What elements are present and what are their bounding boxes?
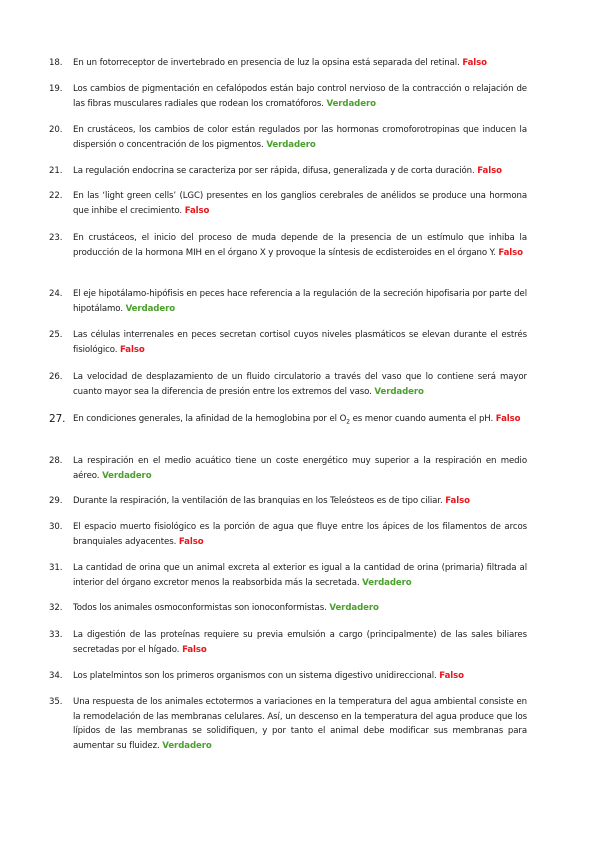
question-number: 32. xyxy=(49,603,63,613)
question-number: 20. xyxy=(49,125,63,135)
question-number: 27. xyxy=(49,413,66,425)
question-number: 25. xyxy=(49,330,63,340)
answer-falso: Falso xyxy=(184,205,210,216)
question-29 xyxy=(49,494,527,509)
answer-falso: Falso xyxy=(445,496,470,506)
question-text: Los platelmintos son los primeros organismos con un sistema digestivo unidireccional. xyxy=(73,671,437,681)
answer-verdadero: Verdadero xyxy=(326,98,376,109)
question-31 xyxy=(49,561,527,590)
question-26 xyxy=(49,370,527,399)
question-22 xyxy=(49,189,527,218)
question-text: En crustáceos, los cambios de color están regulados por las hormonas cromoforotropinas que inducen la dispersión o concentración de los pigmentos. xyxy=(73,125,527,150)
answer-verdadero: Verdadero xyxy=(362,577,412,588)
question-text: En las ‘light green cells’ (LGC) presentes en los ganglios cerebrales de anélidos se produce una hormona que inhibe el crecimiento. xyxy=(73,191,527,216)
answer-falso: Falso xyxy=(495,414,521,424)
question-text: La cantidad de orina que un animal excreta al exterior es igual a la cantidad de orina (primaria) filtrada al interior del órgano excretor menos la reabsorbida más la secretada. xyxy=(73,563,527,588)
answer-falso: Falso xyxy=(182,644,207,655)
answer-falso: Falso xyxy=(439,671,464,681)
question-text: Una respuesta de los animales ectotermos a variaciones en la temperatura del agua ambiental consiste en la remodelación de las membranas celulares. Así, un descenso en la temperatura del agua produce que los lípidos de las membranas se solidifiquen, y por tanto el animal debe modificar sus membranas para aumentar su fluidez. xyxy=(73,697,527,751)
question-30 xyxy=(49,520,527,549)
question-text: La respiración en el medio acuático tiene un coste energético muy superior a la respiración en medio aéreo. xyxy=(73,456,527,481)
question-number: 30. xyxy=(49,522,63,532)
question-text: El espacio muerto fisiológico es la porción de agua que fluye entre los ápices de los filamentos de arcos branquiales adyacentes. xyxy=(73,522,527,547)
question-number: 31. xyxy=(49,563,63,573)
question-19 xyxy=(49,82,527,111)
question-text: Las células interrenales en peces secretan cortisol cuyos niveles plasmáticos se elevan durante el estrés fisiológico. xyxy=(73,330,527,355)
question-number: 28. xyxy=(49,456,63,466)
question-32 xyxy=(49,601,527,616)
question-text: En un fotorreceptor de invertebrado en presencia de luz la opsina está separada del retinal. xyxy=(73,58,460,68)
question-number: 18. xyxy=(49,58,63,68)
answer-falso: Falso xyxy=(462,58,487,68)
subscript-2: 2 xyxy=(346,418,350,426)
question-27 xyxy=(49,412,527,427)
question-text: La regulación endocrina se caracteriza por ser rápida, difusa, generalizada y de corta duración. xyxy=(73,166,475,176)
question-24 xyxy=(49,287,527,316)
question-20 xyxy=(49,123,527,152)
question-28 xyxy=(49,454,527,483)
question-text: En condiciones generales, la afinidad de la hemoglobina por el O xyxy=(73,414,347,424)
question-text: Durante la respiración, la ventilación de las branquias en los Teleósteos es de tipo ciliar. xyxy=(73,496,443,506)
question-text: En crustáceos, el inicio del proceso de muda depende de la presencia de un estímulo que inhiba la producción de la hormona MIH en el órgano X y provoque la síntesis de ecdisteroides en el órgano Y. xyxy=(73,233,527,258)
answer-falso: Falso xyxy=(120,344,145,355)
question-number: 19. xyxy=(49,84,63,94)
question-number: 34. xyxy=(49,671,63,681)
question-34 xyxy=(49,669,527,684)
question-number: 26. xyxy=(49,372,63,382)
answer-verdadero: Verdadero xyxy=(125,303,176,314)
answer-verdadero: Verdadero xyxy=(266,139,316,150)
answer-verdadero: Verdadero xyxy=(374,386,424,397)
question-number: 23. xyxy=(49,233,63,243)
question-33 xyxy=(49,628,527,657)
answer-falso: Falso xyxy=(178,536,204,547)
question-number: 24. xyxy=(49,289,63,299)
answer-falso: Falso xyxy=(498,247,523,258)
question-25 xyxy=(49,328,527,357)
question-18 xyxy=(49,56,527,71)
question-23 xyxy=(49,231,527,260)
question-text: El eje hipotálamo-hipófisis en peces hace referencia a la regulación de la secreción hipofisaria por parte del hipotálamo. xyxy=(73,289,527,314)
question-21 xyxy=(49,164,527,179)
question-number: 29. xyxy=(49,496,63,506)
question-number: 21. xyxy=(49,166,63,176)
answer-verdadero: Verdadero xyxy=(329,603,379,613)
question-text: La digestión de las proteínas requiere su previa emulsión a cargo (principalmente) de las sales biliares secretadas por el hígado. xyxy=(73,630,527,655)
question-number: 33. xyxy=(49,630,63,640)
answer-falso: Falso xyxy=(477,166,502,176)
answer-verdadero: Verdadero xyxy=(102,470,152,481)
question-text-cont: es menor cuando aumenta el pH. xyxy=(349,414,494,424)
answer-verdadero: Verdadero xyxy=(162,740,212,751)
question-number: 22. xyxy=(49,191,63,201)
question-text: La velocidad de desplazamiento de un fluido circulatorio a través del vaso que lo contiene será mayor cuanto mayor sea la diferencia de presión entre los extremos del vaso. xyxy=(73,372,527,397)
question-35 xyxy=(49,695,527,753)
question-text: Los cambios de pigmentación en cefalópodos están bajo control nervioso de la contracción o relajación de las fibras musculares radiales que rodean los cromatóforos. xyxy=(73,84,527,109)
question-text: Todos los animales osmoconformistas son ionoconformistas. xyxy=(73,603,327,613)
question-number: 35. xyxy=(49,697,63,707)
